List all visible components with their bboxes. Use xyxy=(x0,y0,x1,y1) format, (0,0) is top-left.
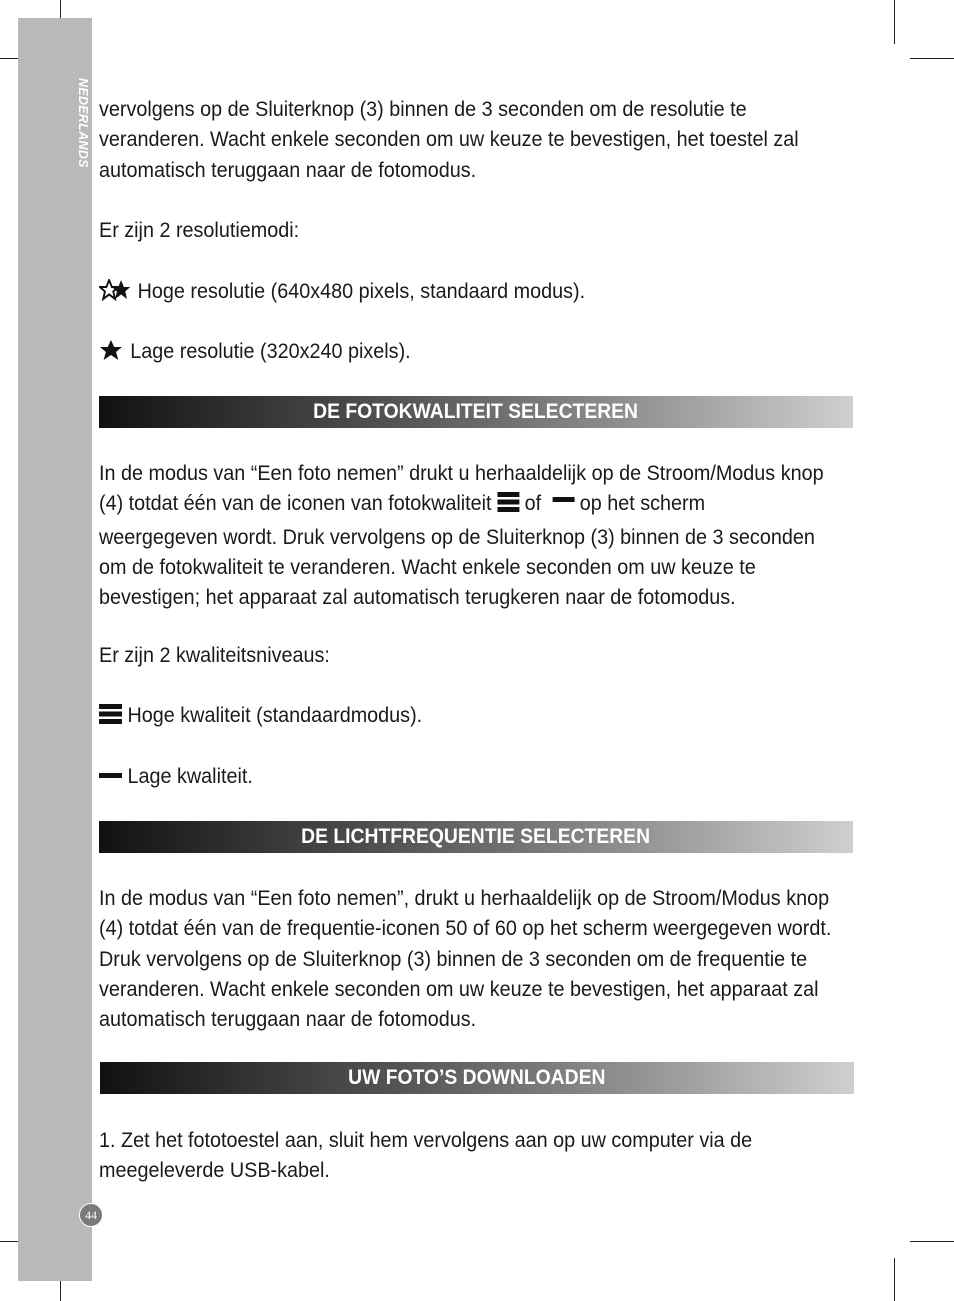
section-heading-frequency: DE LICHTFREQUENTIE SELECTEREN xyxy=(99,821,853,853)
frequency-paragraph xyxy=(99,883,859,1034)
text-line: bevestigen; het apparaat zal automatisch terugkeren naar de fotomodus. xyxy=(99,585,736,610)
high-quality-item xyxy=(99,700,859,733)
double-star-icon xyxy=(99,279,132,309)
text-line: Druk vervolgens op de Sluiterknop (3) binnen de 3 seconden om de frequentie te xyxy=(99,946,808,971)
text-line: meegeleverde USB-kabel. xyxy=(99,1158,330,1183)
quality-paragraph xyxy=(99,458,859,612)
text-line: In de modus van “Een foto nemen” drukt u herhaaldelijk op de Stroom/Modus knop xyxy=(99,461,824,485)
high-quality-label: Hoge kwaliteit (standaardmodus). xyxy=(127,703,423,727)
low-quality-label: Lage kwaliteit. xyxy=(127,764,253,788)
language-label: NEDERLANDS xyxy=(76,78,90,168)
low-res-item xyxy=(99,336,859,369)
text-line: om de fotokwaliteit te veranderen. Wacht enkele seconden om uw keuze te xyxy=(99,554,756,579)
three-bars-icon xyxy=(99,703,122,733)
text-line: veranderen. Wacht enkele seconden om uw keuze te bevestigen, het apparaat zal xyxy=(99,976,819,1001)
low-res-label: Lage resolutie (320x240 pixels). xyxy=(130,339,411,363)
text-line: vervolgens op de Sluiterknop (3) binnen de 3 seconden om de resolutie te xyxy=(99,97,747,121)
text-line: weergegeven wordt. Druk vervolgens op de Sluiterknop (3) binnen de 3 seconden xyxy=(99,524,815,549)
section-heading-download: UW FOTO’S DOWNLOADEN xyxy=(100,1062,854,1094)
download-paragraph xyxy=(99,1125,859,1186)
single-bar-icon xyxy=(552,491,574,521)
text-line: (4) totdat één van de iconen van fotokwaliteit of op het scherm xyxy=(99,488,859,521)
intro-paragraph xyxy=(99,94,859,185)
text-line: automatisch teruggaan naar de fotomodus. xyxy=(99,157,477,182)
section-heading-quality: DE FOTOKWALITEIT SELECTEREN xyxy=(99,396,853,428)
sidebar-strip xyxy=(18,18,92,1281)
text-line: automatisch teruggaan naar de fotomodus. xyxy=(99,1007,477,1032)
page-number: 44 xyxy=(79,1203,103,1227)
crop-mark xyxy=(910,1241,954,1242)
text-line: (4) totdat één van de frequentie-iconen 50 of 60 op het scherm weergegeven wordt. xyxy=(99,916,832,941)
star-icon xyxy=(99,339,125,369)
single-bar-icon xyxy=(99,764,122,794)
crop-mark xyxy=(910,58,954,59)
text-line: In de modus van “Een foto nemen”, drukt u herhaaldelijk op de Stroom/Modus knop xyxy=(99,886,830,910)
text-line: veranderen. Wacht enkele seconden om uw keuze te bevestigen, het toestel zal xyxy=(99,127,799,152)
text-line: 1. Zet het fototoestel aan, sluit hem vervolgens aan op uw computer via de xyxy=(99,1128,753,1152)
crop-mark xyxy=(894,1258,895,1301)
modes-intro: Er zijn 2 resolutiemodi: xyxy=(99,218,300,242)
high-res-item xyxy=(99,276,859,309)
three-bars-icon xyxy=(497,491,519,521)
crop-mark xyxy=(894,0,895,44)
high-res-label: Hoge resolutie (640x480 pixels, standaard modus). xyxy=(137,279,586,303)
levels-intro: Er zijn 2 kwaliteitsniveaus: xyxy=(99,643,330,667)
low-quality-item xyxy=(99,761,859,794)
